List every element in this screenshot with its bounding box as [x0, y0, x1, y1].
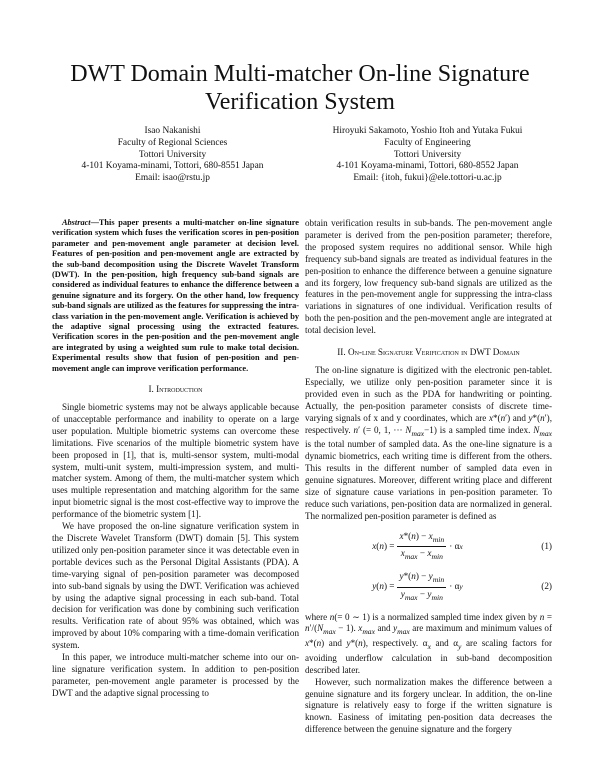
- right-column: [305, 218, 552, 736]
- section2-paragraph-1: The on-line signature is digitized with the electronic pen-tablet. Especially, we utilize only pen-position parameter since it is provided even in such as the PDA for handwriting or pointing. Actually, the pen-position parameter consists of discrete time-varying signals of x and y coordinates, which are x*(n′) and y*(n′), respectively. n′ (= 0, 1, ··· $N_{max}-1$) is a sampled time index. $N_{max}$ is the total number of sampled data. As the one-line signature is a dynamic biometrics, each writing time is different from the others. This results in the different number of sampled data even in genuine signatures. Moreover, different writing place and different size of signature cause variations in pen-position parameter. To reduce such variations, pen-position data are normalized in general. The normalized pen-position parameter is defined as: [305, 364, 552, 521]
- author-email: Email: {itoh, fukui}@ele.tottori-u.ac.jp: [353, 173, 502, 184]
- author-name: Isao Nakanishi: [144, 126, 201, 136]
- author-block-2: [300, 126, 555, 185]
- section2-paragraph-2: where n(= 0 ∼ 1) is a normalized sampled time index given by $n = n'/(N_{max} - 1)$. $x_{max}$ and $y_{max}$ are maximum and minimum values of x*(n) and y*(n), respectively. $\alpha_x$ and $\alpha_y$ are scaling factors for avoiding underflow calculation in sub-band decomposition described later.: [305, 611, 552, 675]
- paper-title: DWT Domain Multi-matcher On-line Signature Verification System: [70, 61, 530, 115]
- equation-number: (1): [541, 540, 552, 551]
- intro-paragraph-1: Single biometric systems may not be always applicable because of unacceptable performance and inability to operate on a large user population. Multiple biometric systems can overcome these limitations. Five scenarios of the multiple biometric system have been proposed in [1], that is, multi-sensor system, multi-modal system, multi-unit system, multi-impression system, and multi-matcher system. Among of them, the multi-matcher system which uses multiple representation and matching algorithm for the same input biometric signal is the most cost-effective way to improve the performance of the biometric system [1].: [52, 402, 299, 520]
- intro-paragraph-2: We have proposed the on-line signature verification system in the Discrete Wavelet Transform (DWT) domain [5]. This system utilized only pen-position parameter since it was detectable even in portable devices such as the Personal Digital Assistants (PDA). A time-varying signal of pen-position parameter was decomposed into sub-band signals by using the DWT. Verification was achieved by using the adaptive signal processing in each sub-band. Total decision for verification was done by combining such verification results. Verification rate of about 95% was obtained, which was improved by about 10% comparing with a time-domain verification system.: [52, 521, 299, 651]
- intro-paragraph-3: In this paper, we introduce multi-matcher scheme into our on-line signature verification system. In addition to pen-position parameter, pen-movement angle parameter is processed by the DWT and the adaptive signal processing to: [52, 652, 299, 698]
- author-dept: Faculty of Engineering: [384, 137, 471, 148]
- author-email: Email: isao@rstu.jp: [135, 173, 210, 184]
- author-university: Tottori University: [393, 149, 462, 160]
- equation-2: y ( n ) = $\frac{y*(n) - y_{min}}{y_{max} - y_{min}}$ · α y (2): [372, 571, 552, 602]
- abstract: [52, 218, 299, 374]
- author-block-1: [55, 126, 290, 185]
- section-heading-introduction: I. Introduction: [148, 384, 203, 395]
- left-column: [52, 218, 299, 700]
- equation-1: x ( n ) = $\frac{x*(n) - x_{min}}{x_{max} - x_{min}}$ · α x (1): [372, 530, 552, 562]
- equation-number: (2): [541, 581, 552, 592]
- abstract-text: —This paper presents a multi-matcher on-line signature verification system which fuses the verification scores in pen-position parameter and pen-movement angle parameter at decision level. Features of pen-position and pen-movement angle are extracted by the sub-band decomposition using the Discrete Wavelet Transform (DWT). In the pen-position, high frequency sub-band signals are considered as individual features to enhance the difference between a genuine signature and its forgery. On the other hand, low frequency sub-band signals are utilized as the features for suppressing the intra-class variation in the pen-movement angle. Verification is achieved by the adaptive signal processing using the extracted features. Verification scores in the pen-position and the pen-movement angle are integrated by using a weighted sum rule to make total decision. Experimental results show that fusion of pen-position and pen-movement angle can improve verification performance.: [52, 218, 299, 373]
- author-address: 4-101 Koyama-minami, Tottori, 680-8552 Japan: [336, 161, 519, 172]
- author-name: Hiroyuki Sakamoto, Yoshio Itoh and Yutaka Fukui: [332, 126, 523, 136]
- author-dept: Faculty of Regional Sciences: [117, 137, 228, 148]
- section-heading-dwt: II. On-line Signature Verification in DWT Domain: [337, 347, 520, 358]
- intro-continued: obtain verification results in sub-bands. The pen-movement angle parameter is derived from the pen-position parameter; therefore, the proposed system requires no additional sensor. While high frequency sub-band signals are treated as individual features in the pen-position to enhance the difference between a genuine signature and its forgery, low frequency sub-band signals are utilized as the features in the pen-movement angle for suppressing the intra-class variations in signatures of one individual. Verification results of both the pen-position and the pen-movement angle are integrated at total decision level.: [305, 218, 552, 336]
- section2-paragraph-3: However, such normalization makes the difference between a genuine signature and its forgery unclear. In addition, the on-line signature is relatively easy to forge if the written signature is known. Easiness of imitating pen-position data decreases the difference between the genuine signature and the forgery: [305, 676, 552, 735]
- author-university: Tottori University: [138, 149, 207, 160]
- abstract-label: Abstract: [62, 218, 91, 227]
- author-address: 4-101 Koyama-minami, Tottori, 680-8551 Japan: [81, 161, 264, 172]
